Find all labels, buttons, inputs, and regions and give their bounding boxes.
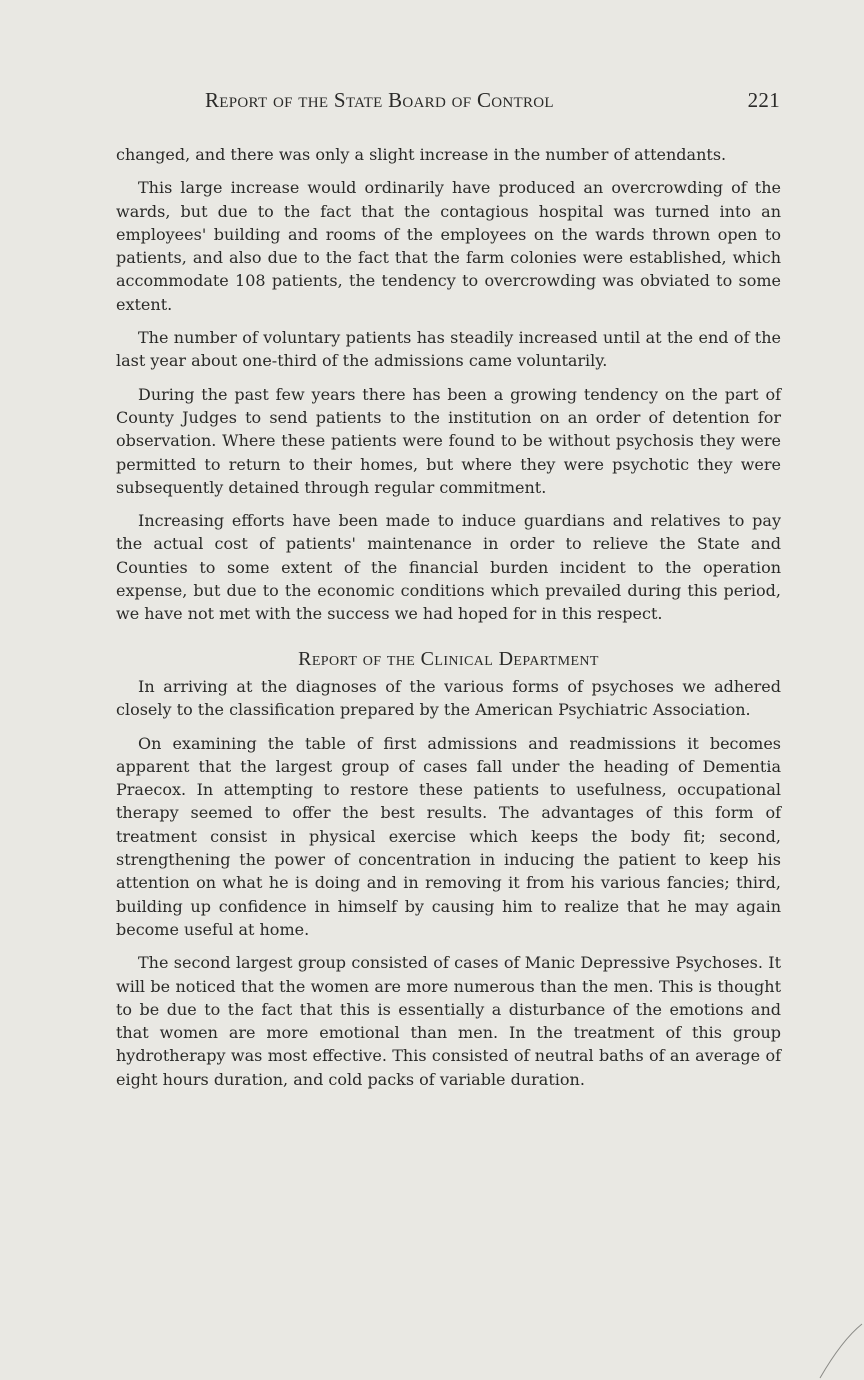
- paragraph: On examining the table of first admissions and readmissions it becomes apparent that the largest group of cases fall under the heading of Dementia Praecox. In attempting to restore these patients to usefulness, occupational therapy seemed to offer the best results. The advantages of this form of treatment consist in physical exercise which keeps the body fit; second, strengthening the power of concentration in inducing the patient to keep his attention on what he is doing and in removing it from his various fancies; third, building up confidence in himself by causing him to realize that he may again become useful at home.: [116, 733, 781, 939]
- running-title: Report of the State Board of Control: [205, 88, 554, 112]
- paragraph: This large increase would ordinarily have produced an overcrowding of the wards, but due to the fact that the contagious hospital was turned into an employees' building and rooms of the employees on the wards thrown open to patients, and also due to the fact that the farm colonies were established, which accommodate 108 patients, the tendency to overcrowding was obviated to some extent.: [116, 178, 781, 314]
- paragraph: changed, and there was only a slight increase in the number of attendants.: [116, 145, 727, 164]
- paragraph: In arriving at the diagnoses of the various forms of psychoses we adhered closely to the classification prepared by the American Psychiatric Association.: [116, 676, 781, 720]
- page-corner-mark: [804, 1320, 864, 1380]
- paragraph: Increasing efforts have been made to induce guardians and relatives to pay the actual cost of patients' maintenance in order to relieve the State and Counties to some extent of the financial burden incident to the operation expense, but due to the economic conditions which prevailed during this period, we have not met with the success we had hoped for in this respect.: [116, 511, 781, 624]
- page-body: [116, 143, 781, 1101]
- running-header: [205, 88, 780, 113]
- paragraph: The second largest group consisted of cases of Manic Depressive Psychoses. It will be noticed that the women are more numerous than the men. This is thought to be due to the fact that this is essentially a disturbance of the emotions and that women are more emotional than men. In the treatment of this group hydrotherapy was most effective. This consisted of neutral baths of an average of eight hours duration, and cold packs of variable duration.: [116, 953, 781, 1089]
- paragraph: The number of voluntary patients has steadily increased until at the end of the last year about one-third of the admissions came voluntarily.: [116, 328, 781, 371]
- section-heading: Report of the Clinical Department: [298, 647, 599, 670]
- page-number: 221: [747, 88, 780, 112]
- paragraph: During the past few years there has been a growing tendency on the part of County Judges to send patients to the institution on an order of detention for observation. Where these patients were found to be without psychosis they were permitted to return to their homes, but where they were psychotic they were subsequently detained through regular commitment.: [116, 384, 781, 497]
